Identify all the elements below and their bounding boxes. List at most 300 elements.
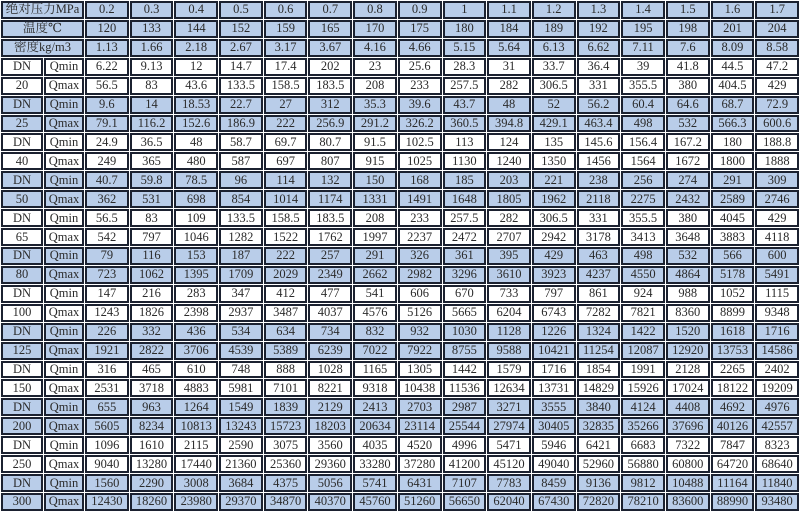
qmax-value: 4237 (577, 266, 621, 284)
qmax-value: 56.5 (85, 77, 129, 95)
qmin-value: 167.2 (666, 133, 710, 151)
qmin-value: 2590 (219, 436, 263, 454)
qmax-value: 797 (130, 228, 174, 246)
qmax-label: Qmax (44, 152, 84, 170)
qmax-value: 257.5 (443, 77, 487, 95)
dn-size-label: 300 (1, 493, 43, 511)
qmax-value: 2472 (443, 228, 487, 246)
qmin-value: 11164 (711, 474, 755, 492)
qmax-value: 600.6 (755, 115, 799, 133)
qmin-value: 331 (577, 209, 621, 227)
qmin-value: 202 (308, 58, 352, 76)
qmax-value: 15926 (621, 379, 665, 397)
qmin-value: 1716 (755, 323, 799, 341)
qmin-value: 3075 (264, 436, 308, 454)
qmin-value: 4124 (621, 398, 665, 416)
qmax-value: 13280 (130, 455, 174, 473)
qmax-value: 52960 (577, 455, 621, 473)
dn-size-label: 65 (1, 228, 43, 246)
dn-size-label: 50 (1, 190, 43, 208)
dn-prefix-label: DN (1, 209, 43, 227)
qmax-value: 158.5 (264, 77, 308, 95)
qmin-value: 150 (353, 171, 397, 189)
header-value-pressure: 0.6 (264, 1, 308, 19)
qmax-value: 2118 (577, 190, 621, 208)
dn-prefix-label: DN (1, 96, 43, 114)
dn-300-qmin-row (1, 474, 799, 492)
qmax-value: 1350 (532, 152, 576, 170)
dn-50-qmax-row (1, 190, 799, 208)
qmin-value: 429 (755, 209, 799, 227)
dn-250-qmax-row (1, 455, 799, 473)
qmin-label: Qmin (44, 171, 84, 189)
qmin-value: 52 (532, 96, 576, 114)
qmin-value: 233 (398, 209, 442, 227)
header-value-temperature: 204 (755, 20, 799, 38)
qmax-value: 5605 (85, 417, 129, 435)
qmax-value: 8755 (443, 342, 487, 360)
dn-250-qmin-row (1, 436, 799, 454)
qmin-value: 988 (666, 285, 710, 303)
qmin-value: 78.5 (174, 171, 218, 189)
header-value-pressure: 0.2 (85, 1, 129, 19)
qmax-value: 11536 (443, 379, 487, 397)
qmin-value: 463 (577, 247, 621, 265)
qmin-value: 355.5 (621, 209, 665, 227)
qmin-value: 1052 (711, 285, 755, 303)
header-value-pressure: 1.4 (621, 1, 665, 19)
qmin-value: 283 (174, 285, 218, 303)
qmax-value: 2237 (398, 228, 442, 246)
qmax-value: 587 (219, 152, 263, 170)
header-value-density: 4.66 (398, 39, 442, 57)
qmin-value: 27 (264, 96, 308, 114)
qmax-value: 34870 (264, 493, 308, 511)
qmax-value: 17440 (174, 455, 218, 473)
qmax-value: 4883 (174, 379, 218, 397)
qmax-value: 6743 (532, 304, 576, 322)
qmin-value: 56.5 (85, 209, 129, 227)
qmax-value: 282 (487, 77, 531, 95)
qmin-value: 3008 (174, 474, 218, 492)
qmin-value: 610 (174, 361, 218, 379)
header-value-density: 1.66 (130, 39, 174, 57)
qmax-value: 697 (264, 152, 308, 170)
qmax-value: 45120 (487, 455, 531, 473)
qmin-value: 2290 (130, 474, 174, 492)
qmax-value: 1564 (621, 152, 665, 170)
qmax-value: 41200 (443, 455, 487, 473)
qmax-value: 306.5 (532, 77, 576, 95)
qmax-value: 18203 (308, 417, 352, 435)
qmin-value: 12 (174, 58, 218, 76)
qmax-value: 78210 (621, 493, 665, 511)
qmax-value: 222 (264, 115, 308, 133)
qmin-value: 332 (130, 323, 174, 341)
qmin-value: 436 (174, 323, 218, 341)
qmax-value: 183.5 (308, 77, 352, 95)
qmin-label: Qmin (44, 398, 84, 416)
header-value-density: 8.58 (755, 39, 799, 57)
qmax-value: 5126 (398, 304, 442, 322)
header-value-pressure: 0.7 (308, 1, 352, 19)
qmax-label: Qmax (44, 493, 84, 511)
header-value-pressure: 0.8 (353, 1, 397, 19)
dn-size-label: 100 (1, 304, 43, 322)
qmax-value: 4550 (621, 266, 665, 284)
qmin-value: 4408 (666, 398, 710, 416)
dn-80-qmin-row (1, 247, 799, 265)
qmax-value: 531 (130, 190, 174, 208)
qmax-value: 1046 (174, 228, 218, 246)
qmin-value: 22.7 (219, 96, 263, 114)
qmax-value: 2531 (85, 379, 129, 397)
qmax-value: 1395 (174, 266, 218, 284)
dn-prefix-label: DN (1, 285, 43, 303)
qmax-value: 1130 (443, 152, 487, 170)
qmax-value: 1282 (219, 228, 263, 246)
dn-size-label: 250 (1, 455, 43, 473)
dn-25-qmax-row (1, 115, 799, 133)
qmin-value: 274 (666, 171, 710, 189)
qmin-value: 7322 (666, 436, 710, 454)
qmin-value: 36.4 (577, 58, 621, 76)
qmin-value: 932 (398, 323, 442, 341)
header-value-density: 2.18 (174, 39, 218, 57)
qmax-value: 5665 (443, 304, 487, 322)
qmax-value: 67430 (532, 493, 576, 511)
qmax-label: Qmax (44, 228, 84, 246)
qmax-value: 79.1 (85, 115, 129, 133)
qmax-value: 1456 (577, 152, 621, 170)
qmax-value: 5178 (711, 266, 755, 284)
qmax-value: 2982 (398, 266, 442, 284)
qmin-value: 429 (532, 247, 576, 265)
qmin-value: 9.13 (130, 58, 174, 76)
dn-150-qmax-row (1, 379, 799, 397)
qmax-value: 566.3 (711, 115, 755, 133)
header-value-density: 4.16 (353, 39, 397, 57)
qmin-value: 256 (621, 171, 665, 189)
qmin-value: 306.5 (532, 209, 576, 227)
header-value-temperature: 180 (443, 20, 487, 38)
qmin-value: 180 (711, 133, 755, 151)
qmin-value: 156.4 (621, 133, 665, 151)
dn-100-qmin-row (1, 285, 799, 303)
qmax-value: 29360 (308, 455, 352, 473)
qmax-value: 12920 (666, 342, 710, 360)
qmax-value: 1025 (398, 152, 442, 170)
qmax-value: 56650 (443, 493, 487, 511)
qmax-value: 1672 (666, 152, 710, 170)
header-row-density (1, 39, 799, 57)
qmax-value: 1243 (85, 304, 129, 322)
qmin-value: 43.7 (443, 96, 487, 114)
qmin-value: 7847 (711, 436, 755, 454)
header-value-temperature: 144 (174, 20, 218, 38)
qmax-value: 17024 (666, 379, 710, 397)
qmax-value: 4576 (353, 304, 397, 322)
qmin-value: 4375 (264, 474, 308, 492)
qmin-value: 412 (264, 285, 308, 303)
qmin-value: 1115 (755, 285, 799, 303)
qmax-value: 37280 (398, 455, 442, 473)
qmin-value: 670 (443, 285, 487, 303)
qmax-value: 360.5 (443, 115, 487, 133)
qmin-label: Qmin (44, 436, 84, 454)
qmin-value: 1324 (577, 323, 621, 341)
header-value-pressure: 0.4 (174, 1, 218, 19)
qmax-value: 10813 (174, 417, 218, 435)
qmin-value: 6683 (621, 436, 665, 454)
qmax-value: 10421 (532, 342, 576, 360)
dn-prefix-label: DN (1, 133, 43, 151)
qmin-label: Qmin (44, 361, 84, 379)
qmin-label: Qmin (44, 133, 84, 151)
qmin-label: Qmin (44, 323, 84, 341)
qmin-value: 797 (532, 285, 576, 303)
dn-size-label: 150 (1, 379, 43, 397)
qmax-value: 62040 (487, 493, 531, 511)
header-value-temperature: 198 (666, 20, 710, 38)
qmin-value: 1610 (130, 436, 174, 454)
header-value-temperature: 170 (353, 20, 397, 38)
dn-prefix-label: DN (1, 247, 43, 265)
qmax-value: 249 (85, 152, 129, 170)
qmax-value: 1491 (398, 190, 442, 208)
dn-size-label: 20 (1, 77, 43, 95)
qmax-value: 326.2 (398, 115, 442, 133)
qmin-value: 102.5 (398, 133, 442, 151)
qmax-value: 11254 (577, 342, 621, 360)
qmax-value: 19209 (755, 379, 799, 397)
dn-40-qmax-row (1, 152, 799, 170)
qmin-label: Qmin (44, 58, 84, 76)
qmin-value: 9.6 (85, 96, 129, 114)
header-value-density: 5.64 (487, 39, 531, 57)
qmin-value: 14 (130, 96, 174, 114)
qmin-value: 541 (353, 285, 397, 303)
dn-size-label: 200 (1, 417, 43, 435)
qmin-value: 257.5 (443, 209, 487, 227)
qmin-value: 1520 (666, 323, 710, 341)
qmin-value: 1560 (85, 474, 129, 492)
qmin-value: 6431 (398, 474, 442, 492)
qmin-value: 72.9 (755, 96, 799, 114)
qmin-value: 47.2 (755, 58, 799, 76)
qmax-label: Qmax (44, 266, 84, 284)
qmax-value: 43.6 (174, 77, 218, 95)
qmin-value: 1854 (577, 361, 621, 379)
qmin-value: 4692 (711, 398, 755, 416)
qmin-value: 1128 (487, 323, 531, 341)
qmax-value: 1826 (130, 304, 174, 322)
qmax-label: Qmax (44, 304, 84, 322)
qmax-value: 3487 (264, 304, 308, 322)
qmax-label: Qmax (44, 417, 84, 435)
qmax-value: 45760 (353, 493, 397, 511)
qmax-value: 9040 (85, 455, 129, 473)
qmin-value: 79 (85, 247, 129, 265)
dn-150-qmin-row (1, 361, 799, 379)
qmax-value: 1648 (443, 190, 487, 208)
qmax-value: 23114 (398, 417, 442, 435)
qmin-value: 80.7 (308, 133, 352, 151)
steam-flow-table-body (1, 1, 799, 511)
header-value-pressure: 1.7 (755, 1, 799, 19)
qmax-value: 429.1 (532, 115, 576, 133)
qmin-value: 222 (264, 247, 308, 265)
qmax-value: 291.2 (353, 115, 397, 133)
qmin-value: 566 (711, 247, 755, 265)
dn-125-qmax-row (1, 342, 799, 360)
qmax-value: 2942 (532, 228, 576, 246)
qmin-value: 221 (532, 171, 576, 189)
header-value-pressure: 1.2 (532, 1, 576, 19)
qmin-value: 59.8 (130, 171, 174, 189)
qmin-value: 282 (487, 209, 531, 227)
qmax-value: 83 (130, 77, 174, 95)
dn-200-qmax-row (1, 417, 799, 435)
qmax-value: 7101 (264, 379, 308, 397)
qmin-value: 208 (353, 209, 397, 227)
qmax-value: 60800 (666, 455, 710, 473)
qmin-value: 36.5 (130, 133, 174, 151)
qmin-value: 58.7 (219, 133, 263, 151)
qmax-value: 7922 (398, 342, 442, 360)
qmin-value: 316 (85, 361, 129, 379)
header-value-density: 7.11 (621, 39, 665, 57)
qmax-value: 2029 (264, 266, 308, 284)
qmax-value: 1331 (353, 190, 397, 208)
qmin-value: 64.6 (666, 96, 710, 114)
qmax-value: 9318 (353, 379, 397, 397)
qmax-value: 1997 (353, 228, 397, 246)
qmax-value: 2707 (487, 228, 531, 246)
qmin-value: 33.7 (532, 58, 576, 76)
qmax-value: 532 (666, 115, 710, 133)
qmin-value: 1618 (711, 323, 755, 341)
dn-size-label: 80 (1, 266, 43, 284)
qmax-value: 116.2 (130, 115, 174, 133)
qmax-value: 18122 (711, 379, 755, 397)
header-value-temperature: 192 (577, 20, 621, 38)
qmax-value: 152.6 (174, 115, 218, 133)
qmax-value: 355.5 (621, 77, 665, 95)
qmax-value: 186.9 (219, 115, 263, 133)
dn-prefix-label: DN (1, 474, 43, 492)
header-value-pressure: 1.5 (666, 1, 710, 19)
qmin-value: 2265 (711, 361, 755, 379)
qmin-value: 1096 (85, 436, 129, 454)
qmax-value: 14829 (577, 379, 621, 397)
header-value-density: 7.6 (666, 39, 710, 57)
qmin-value: 60.4 (621, 96, 665, 114)
qmax-label: Qmax (44, 379, 84, 397)
qmin-value: 4976 (755, 398, 799, 416)
dn-200-qmin-row (1, 398, 799, 416)
qmax-value: 4037 (308, 304, 352, 322)
qmin-value: 44.5 (711, 58, 755, 76)
qmin-value: 291 (711, 171, 755, 189)
qmax-value: 12634 (487, 379, 531, 397)
qmax-value: 12087 (621, 342, 665, 360)
header-value-temperature: 184 (487, 20, 531, 38)
qmax-value: 365 (130, 152, 174, 170)
qmin-value: 153 (174, 247, 218, 265)
qmin-value: 1264 (174, 398, 218, 416)
qmin-value: 2987 (443, 398, 487, 416)
qmax-value: 915 (353, 152, 397, 170)
qmax-value: 498 (621, 115, 665, 133)
qmax-value: 723 (85, 266, 129, 284)
qmax-value: 429 (755, 77, 799, 95)
qmax-value: 42557 (755, 417, 799, 435)
qmin-value: 114 (264, 171, 308, 189)
qmin-value: 48 (174, 133, 218, 151)
qmin-value: 5946 (532, 436, 576, 454)
header-value-pressure: 1.6 (711, 1, 755, 19)
dn-25-qmin-row (1, 96, 799, 114)
qmin-value: 40.7 (85, 171, 129, 189)
dn-prefix-label: DN (1, 398, 43, 416)
qmax-value: 1062 (130, 266, 174, 284)
qmin-value: 4996 (443, 436, 487, 454)
header-value-pressure: 0.9 (398, 1, 442, 19)
header-value-pressure: 0.5 (219, 1, 263, 19)
header-value-temperature: 201 (711, 20, 755, 38)
qmin-value: 3840 (577, 398, 621, 416)
qmin-value: 109 (174, 209, 218, 227)
qmax-value: 8221 (308, 379, 352, 397)
header-value-density: 5.15 (443, 39, 487, 57)
qmax-value: 68640 (755, 455, 799, 473)
qmin-value: 9812 (621, 474, 665, 492)
qmax-value: 3413 (621, 228, 665, 246)
dn-20-qmin-row (1, 58, 799, 76)
qmin-value: 8323 (755, 436, 799, 454)
qmax-value: 7282 (577, 304, 621, 322)
qmin-value: 2413 (353, 398, 397, 416)
qmax-value: 56880 (621, 455, 665, 473)
qmax-value: 362 (85, 190, 129, 208)
header-value-density: 8.09 (711, 39, 755, 57)
qmin-value: 861 (577, 285, 621, 303)
qmax-value: 3923 (532, 266, 576, 284)
qmax-value: 37696 (666, 417, 710, 435)
qmin-value: 4035 (353, 436, 397, 454)
qmax-value: 27974 (487, 417, 531, 435)
qmax-value: 2275 (621, 190, 665, 208)
qmax-value: 1805 (487, 190, 531, 208)
dn-prefix-label: DN (1, 361, 43, 379)
qmax-value: 9588 (487, 342, 531, 360)
qmin-label: Qmin (44, 96, 84, 114)
header-row-pressure (1, 1, 799, 19)
qmin-value: 3271 (487, 398, 531, 416)
qmin-value: 4045 (711, 209, 755, 227)
qmin-value: 216 (130, 285, 174, 303)
qmax-value: 15723 (264, 417, 308, 435)
qmin-value: 1422 (621, 323, 665, 341)
qmin-value: 3560 (308, 436, 352, 454)
qmin-value: 734 (308, 323, 352, 341)
qmin-value: 477 (308, 285, 352, 303)
qmax-value: 380 (666, 77, 710, 95)
dn-300-qmax-row (1, 493, 799, 511)
header-value-pressure: 1.3 (577, 1, 621, 19)
qmin-value: 606 (398, 285, 442, 303)
